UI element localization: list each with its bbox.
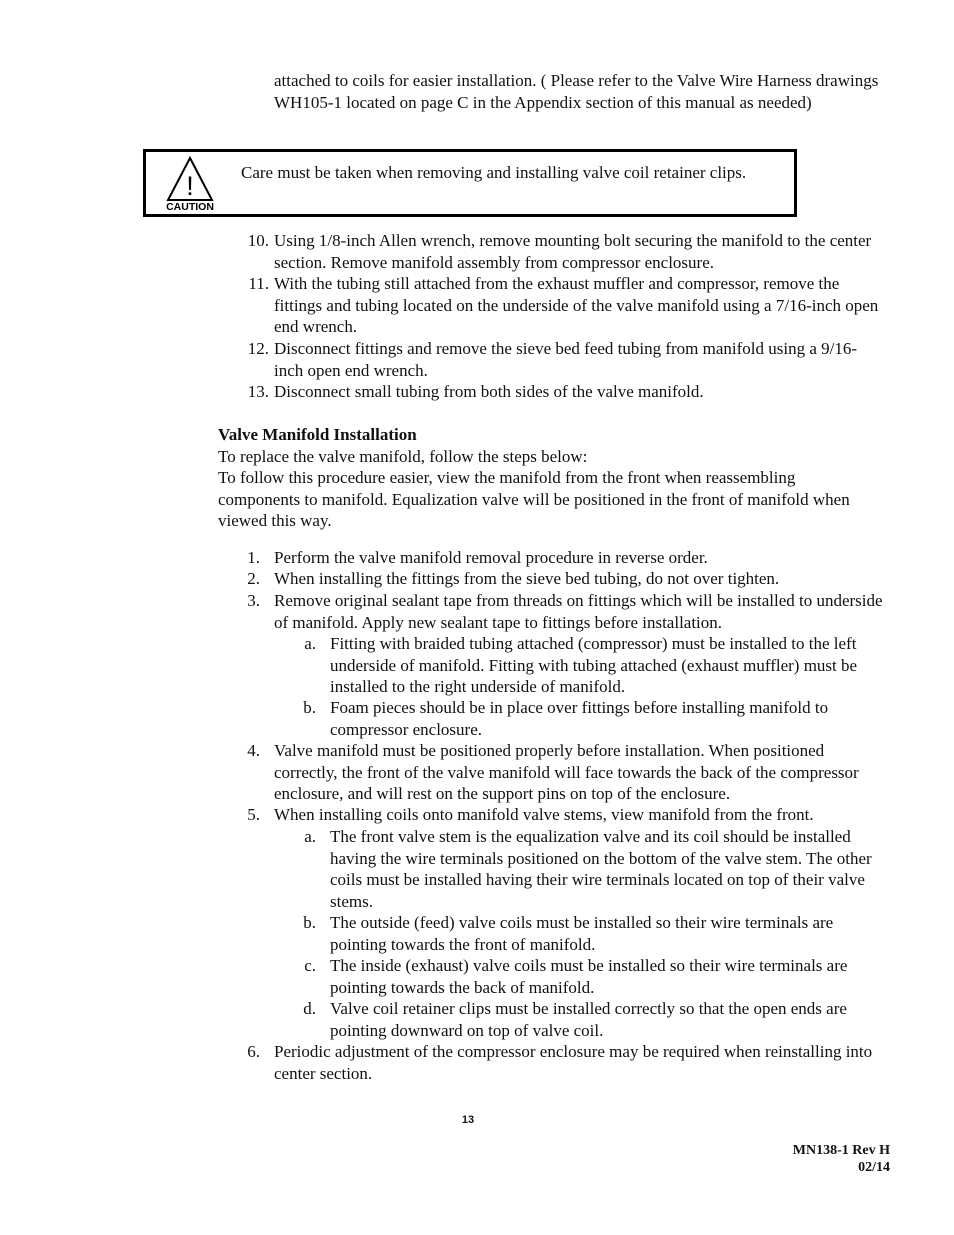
- list-text: Disconnect small tubing from both sides of the valve manifold.: [274, 382, 704, 401]
- list-text: Valve manifold must be positioned properly before installation. When positioned correctly, the front of the valve manifold will face towards the back of the compressor enclosure, and will rest on the support pins on top of the enclosure.: [274, 741, 859, 803]
- caution-triangle-icon: [162, 156, 218, 212]
- list-text: Valve coil retainer clips must be installed correctly so that the open ends are pointing downward on top of valve coil.: [330, 999, 847, 1040]
- list-text: Foam pieces should be in place over fittings before installing manifold to compressor enclosure.: [330, 698, 829, 739]
- page-number: 13: [461, 1114, 475, 1126]
- list-number: 1.: [247, 548, 260, 567]
- intro-paragraph: attached to coils for easier installation. ( Please refer to the Valve Wire Harness drawings WH105-1 located on page C in the Appendix section of this manual as needed): [274, 71, 879, 112]
- list-number: 5.: [247, 805, 260, 824]
- svg-text:!: !: [186, 171, 194, 201]
- section-heading: Valve Manifold Installation: [218, 425, 417, 444]
- caution-text: Care must be taken when removing and installing valve coil retainer clips.: [241, 163, 747, 182]
- list-number: 3.: [247, 591, 260, 610]
- list-number: 12.: [247, 339, 269, 358]
- document-id: MN138-1 Rev H: [792, 1143, 890, 1158]
- list-text: When installing the fittings from the sieve bed tubing, do not over tighten.: [274, 569, 780, 588]
- caution-box: [143, 149, 797, 217]
- list-letter: d.: [303, 999, 316, 1018]
- list-text: Remove original sealant tape from threads on fittings which will be installed to underside of manifold. Apply new sealant tape to fittings before installation.: [274, 591, 883, 632]
- list-number: 2.: [247, 569, 260, 588]
- list-text: Using 1/8-inch Allen wrench, remove mounting bolt securing the manifold to the center section. Remove manifold assembly from compressor enclosure.: [274, 231, 872, 272]
- list-text: Disconnect fittings and remove the sieve bed feed tubing from manifold using a 9/16-inch open end wrench.: [274, 339, 858, 380]
- list-letter: a.: [304, 827, 316, 846]
- list-text: The outside (feed) valve coils must be installed so their wire terminals are pointing towards the front of manifold.: [330, 913, 834, 954]
- list-text: The inside (exhaust) valve coils must be installed so their wire terminals are pointing towards the back of manifold.: [330, 956, 848, 997]
- list-number: 11.: [248, 274, 269, 293]
- list-letter: a.: [304, 634, 316, 653]
- list-text: The front valve stem is the equalization valve and its coil should be installed having the wire terminals positioned on the bottom of the valve stem. The other coils must be installed having their wire terminals located on top of their valve stems.: [330, 827, 872, 911]
- list-letter: c.: [304, 956, 316, 975]
- list-number: 4.: [247, 741, 260, 760]
- svg-text:CAUTION: CAUTION: [166, 201, 214, 212]
- list-text: Periodic adjustment of the compressor enclosure may be required when reinstalling into center section.: [274, 1042, 873, 1083]
- list-letter: b.: [303, 913, 316, 932]
- list-text: With the tubing still attached from the exhaust muffler and compressor, remove the fittings and tubing located on the underside of the valve manifold using a 7/16-inch open end wrench.: [274, 274, 879, 336]
- list-text: Fitting with braided tubing attached (compressor) must be installed to the left underside of manifold. Fitting with tubing attached (exhaust muffler) must be installed to the right underside of manifold.: [330, 634, 858, 696]
- intro-line: To replace the valve manifold, follow the steps below:: [218, 447, 588, 466]
- list-text: When installing coils onto manifold valve stems, view manifold from the front.: [274, 805, 814, 824]
- list-letter: b.: [303, 698, 316, 717]
- list-number: 13.: [247, 382, 269, 401]
- list-number: 6.: [247, 1042, 260, 1061]
- list-number: 10.: [247, 231, 269, 250]
- list-text: Perform the valve manifold removal procedure in reverse order.: [274, 548, 708, 567]
- intro-paragraph: To follow this procedure easier, view the manifold from the front when reassembling components to manifold. Equalization valve will be positioned in the front of manifold when viewed this way.: [218, 468, 850, 530]
- document-date: 02/14: [858, 1160, 890, 1175]
